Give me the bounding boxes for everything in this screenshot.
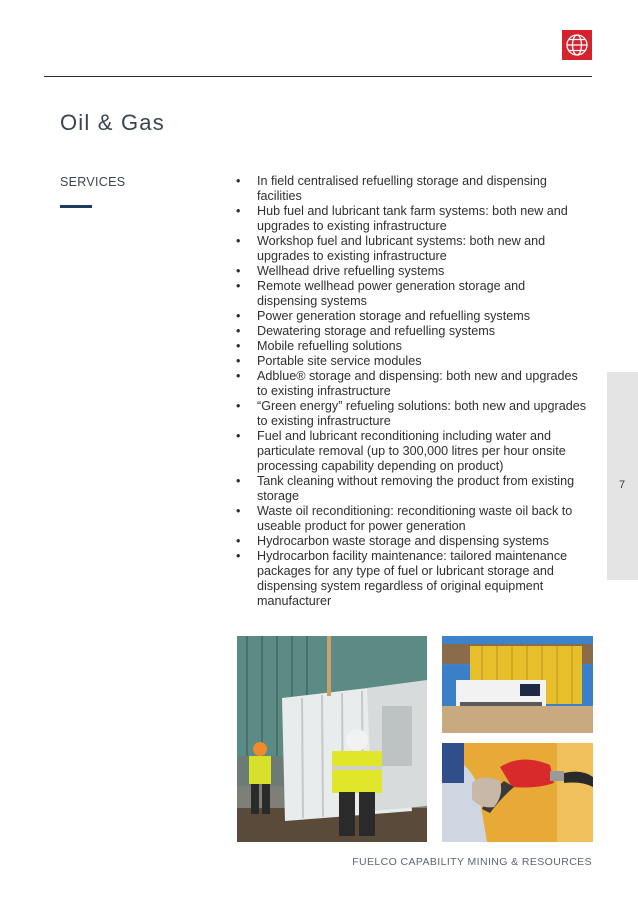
- footer-text: FUELCO CAPABILITY MINING & RESOURCES: [352, 856, 592, 868]
- services-list: [236, 174, 588, 609]
- section-accent-bar: [60, 205, 92, 208]
- photo-fuel-nozzle: [442, 743, 593, 842]
- list-item: • Hub fuel and lubricant tank farm systems: both new and upgrades to existing infrastructure: [236, 204, 588, 234]
- globe-icon: [565, 33, 589, 57]
- photo-workers-containers: [237, 636, 427, 842]
- list-item: • Workshop fuel and lubricant systems: both new and upgrades to existing infrastructure: [236, 234, 588, 264]
- list-item: • Waste oil reconditioning: reconditioning waste oil back to useable product for power generation: [236, 504, 588, 534]
- list-item: • Power generation storage and refuelling systems: [236, 309, 588, 324]
- page-title: Oil & Gas: [60, 110, 165, 135]
- list-item: • Adblue® storage and dispensing: both new and upgrades to existing infrastructure: [236, 369, 588, 399]
- page-number: 7: [619, 479, 626, 491]
- list-item: • Hydrocarbon facility maintenance: tailored maintenance packages for any type of fuel or lubricant storage and dispensing system regardless of original equipment manufacturer: [236, 549, 588, 609]
- side-tab: [607, 372, 638, 580]
- section-label: SERVICES: [60, 175, 126, 189]
- list-item: • Tank cleaning without removing the product from existing storage: [236, 474, 588, 504]
- header-rule: [44, 76, 592, 77]
- list-item: • Remote wellhead power generation storage and dispensing systems: [236, 279, 588, 309]
- list-item: • “Green energy” refueling solutions: both new and upgrades to existing infrastructure: [236, 399, 588, 429]
- list-item: • Wellhead drive refuelling systems: [236, 264, 588, 279]
- list-item: • Portable site service modules: [236, 354, 588, 369]
- list-item: • Mobile refuelling solutions: [236, 339, 588, 354]
- list-item: • Hydrocarbon waste storage and dispensing systems: [236, 534, 588, 549]
- list-item: • Dewatering storage and refuelling systems: [236, 324, 588, 339]
- photo-fuel-tank: [442, 636, 593, 733]
- company-logo: [562, 30, 592, 60]
- list-item: • Fuel and lubricant reconditioning including water and particulate removal (up to 300,000 litres per hour onsite processing capability depending on product): [236, 429, 588, 474]
- list-item: • In field centralised refuelling storage and dispensing facilities: [236, 174, 588, 204]
